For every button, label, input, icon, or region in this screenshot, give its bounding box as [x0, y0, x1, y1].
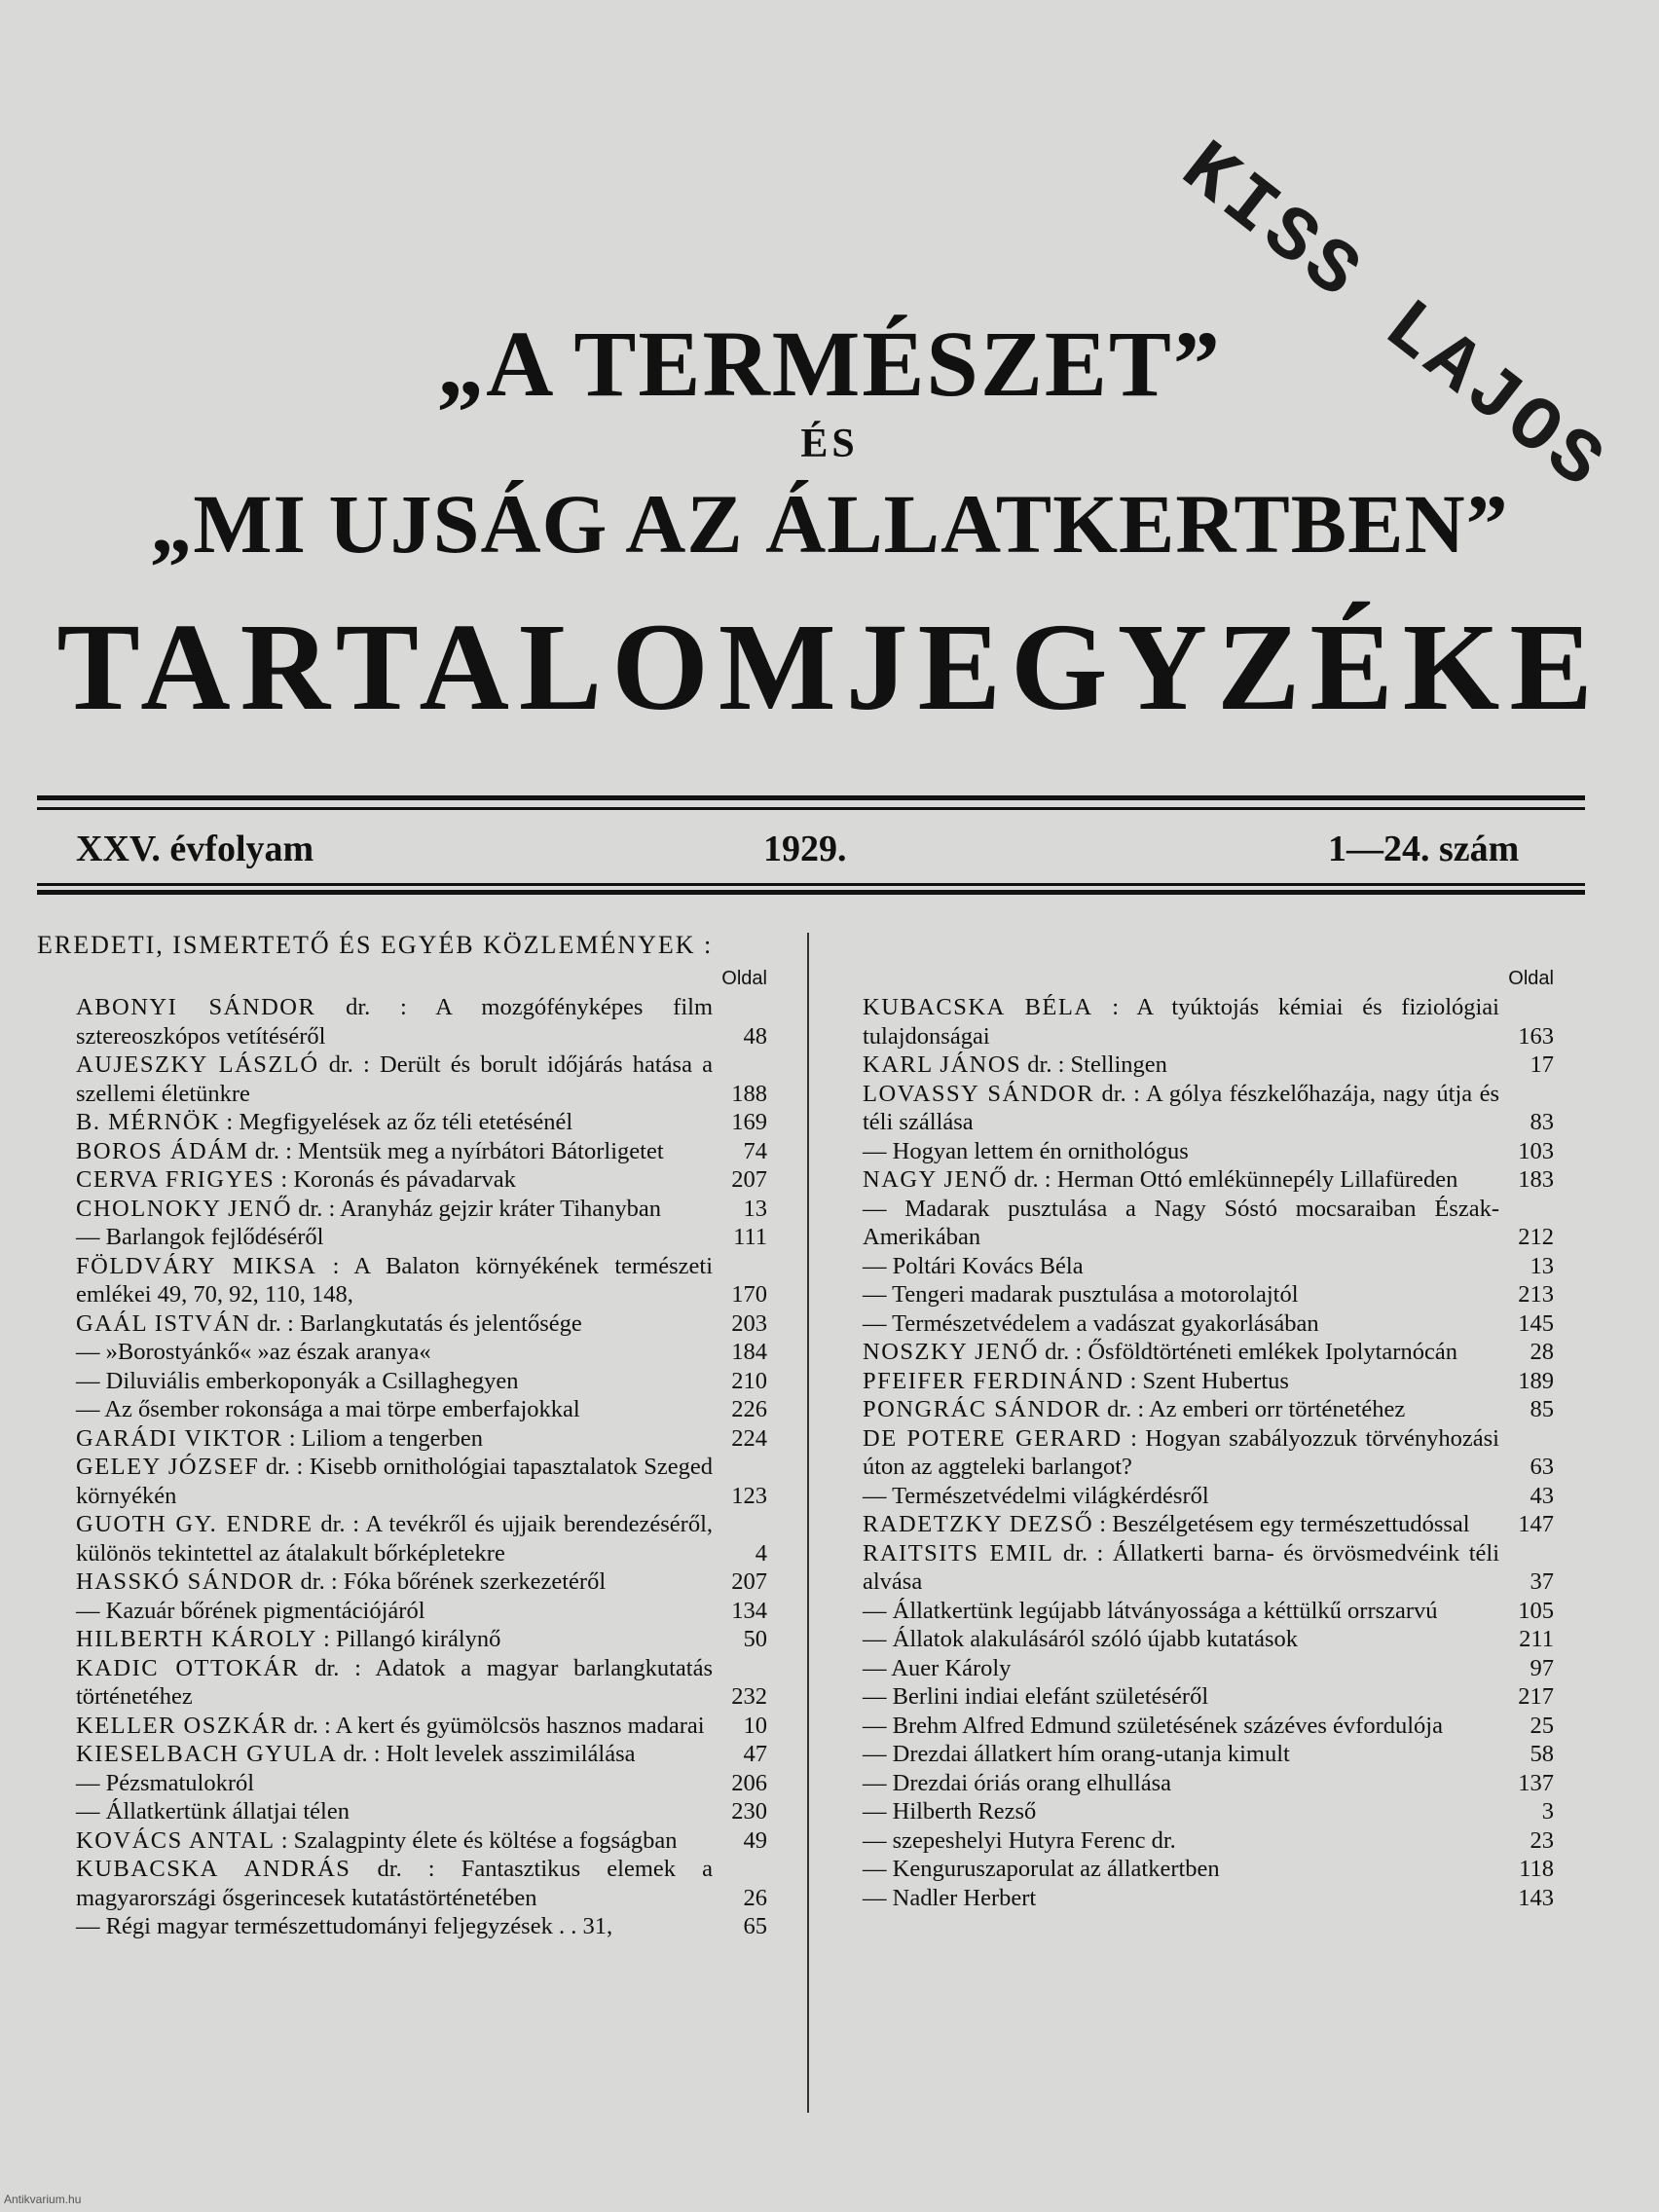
author-name: RADETZKY DEZSŐ — [863, 1511, 1094, 1537]
toc-entry — [39, 993, 767, 1051]
page-number: 123 — [731, 1482, 767, 1509]
toc-entry — [826, 1682, 1554, 1712]
left-column — [39, 964, 767, 1941]
page-number: 143 — [1518, 1884, 1554, 1911]
page-number: 189 — [1518, 1367, 1554, 1394]
title-mi-ujsag: „MI UJSÁG AZ ÁLLATKERTBEN” — [150, 477, 1509, 571]
toc-entry — [826, 1338, 1554, 1367]
toc-entry-text — [76, 1625, 713, 1654]
page-number: 226 — [731, 1396, 767, 1422]
page-column-label: Oldal — [1508, 968, 1554, 989]
article-title: — Barlangok fejlődéséről — [76, 1224, 324, 1250]
article-title: : A tyúktojás kémiai és fiziológiai tulajdonságai — [863, 994, 1499, 1050]
page-number: 13 — [743, 1195, 767, 1222]
author-name: HILBERTH KÁROLY — [76, 1626, 317, 1652]
page-number: 97 — [1530, 1654, 1554, 1681]
article-title: — Diluviális emberkoponyák a Csillaghegyen — [76, 1367, 519, 1394]
toc-entry-text — [863, 1165, 1499, 1195]
article-title: dr. : Adatok a magyar barlangkutatás történetéhez — [76, 1654, 713, 1710]
article-title: : Koronás és pávadarvak — [275, 1166, 516, 1193]
article-title: dr. : A kert és gyümölcsös hasznos madarai — [287, 1712, 705, 1739]
article-title: dr. : Herman Ottó emlékünnepély Lillafüreden — [1008, 1166, 1458, 1193]
author-name: BOROS ÁDÁM — [76, 1137, 249, 1164]
toc-entry-text — [863, 1395, 1499, 1424]
toc-entry — [826, 1395, 1554, 1424]
author-name: AUJESZKY LÁSZLÓ — [76, 1051, 319, 1078]
article-title: — Kenguruszaporulat az állatkertben — [863, 1856, 1220, 1882]
page-number: 28 — [1530, 1339, 1554, 1365]
toc-entry — [826, 1597, 1554, 1626]
article-title: — Állatkertünk legújabb látványossága a kéttülkű orrszarvú — [863, 1597, 1438, 1624]
article-title: — Drezdai állatkert hím orang-utanja kimult — [863, 1741, 1290, 1767]
author-name: KELLER OSZKÁR — [76, 1712, 288, 1739]
toc-entry-text — [863, 1080, 1499, 1137]
section-title: EREDETI, ISMERTETŐ ÉS EGYÉB KÖZLEMÉNYEK : — [37, 931, 714, 959]
article-title: — Hilberth Rezső — [863, 1798, 1037, 1825]
page-number: 207 — [731, 1568, 767, 1595]
page-number: 188 — [731, 1080, 767, 1107]
author-name: KUBACSKA ANDRÁS — [76, 1856, 351, 1882]
page-number: 26 — [743, 1884, 767, 1911]
article-title: — Berlini indiai elefánt születéséről — [863, 1683, 1209, 1710]
toc-entry-text — [863, 993, 1499, 1051]
author-name: FÖLDVÁRY MIKSA — [76, 1252, 317, 1279]
title-tartalomjegyzeke: TARTALOMJEGYZÉKE — [56, 598, 1603, 736]
toc-entry-text — [863, 1482, 1499, 1511]
toc-entry — [826, 1510, 1554, 1539]
article-title: — szepeshelyi Hutyra Ferenc dr. — [863, 1826, 1176, 1854]
page-number: 224 — [731, 1424, 767, 1452]
article-title: dr. : Derült és borult időjárás hatása a szellemi életünkre — [76, 1051, 713, 1107]
article-title: dr. : A tevékről és ujjaik berendezéséről, különös tekintettel az átalakult bőrképletekre — [76, 1511, 714, 1567]
toc-entry-text — [863, 1195, 1499, 1252]
article-title: — Pézsmatulokról — [76, 1769, 255, 1796]
toc-entry-text — [76, 1567, 713, 1597]
toc-entry-text — [76, 1855, 713, 1912]
toc-entry — [39, 1165, 767, 1195]
toc-entry — [826, 1080, 1554, 1137]
volume-label: XXV. évfolyam — [76, 829, 314, 869]
article-title: — Állatok alakulásáról szóló újabb kutatások — [863, 1626, 1299, 1652]
page-number: 85 — [1530, 1396, 1554, 1422]
toc-entry-text — [76, 1597, 713, 1626]
article-title: : A Balaton környékének természeti emlékei 49, 70, 92, 110, 148, — [76, 1252, 714, 1308]
toc-entry-text — [76, 1367, 713, 1396]
toc-entry-text — [76, 1740, 713, 1769]
toc-entry — [39, 1567, 767, 1597]
year-label: 1929. — [763, 829, 847, 869]
page-number: 163 — [1518, 1022, 1554, 1050]
page-number: 23 — [1530, 1826, 1554, 1854]
author-name: NOSZKY JENŐ — [863, 1339, 1039, 1365]
article-title: — Régi magyar természettudományi feljegyzések . . 31, — [76, 1913, 613, 1939]
article-title: dr. : Aranyház gejzir kráter Tihanyban — [292, 1195, 662, 1222]
toc-entry — [39, 1453, 767, 1510]
toc-entry — [826, 1051, 1554, 1080]
page-number: 230 — [731, 1798, 767, 1825]
toc-entry-text — [76, 1912, 713, 1941]
toc-entry — [39, 1309, 767, 1339]
article-title: — »Borostyánkő« »az észak aranya« — [76, 1339, 431, 1365]
article-title: dr. : Ősföldtörténeti emlékek Ipolytarnócán — [1038, 1339, 1457, 1365]
toc-entry — [39, 1510, 767, 1567]
article-title: dr. : Stellingen — [1021, 1051, 1167, 1078]
toc-entry-text — [863, 1654, 1499, 1683]
page-number: 65 — [743, 1913, 767, 1939]
article-title: — Természetvédelem a vadászat gyakorlásában — [863, 1309, 1319, 1337]
toc-entry — [39, 1367, 767, 1396]
article-title: dr. : Fantasztikus elemek a magyarországi ősgerincesek kutatástörténetében — [76, 1856, 714, 1911]
author-name: KIESELBACH GYULA — [76, 1741, 338, 1767]
toc-entry — [826, 1195, 1554, 1252]
toc-entry-text — [76, 1797, 713, 1826]
page-number: 217 — [1518, 1683, 1554, 1710]
toc-entry — [39, 1338, 767, 1367]
article-title: dr. : Fóka bőrének szerkezetéről — [294, 1568, 607, 1595]
toc-entry — [826, 1712, 1554, 1741]
author-name: B. MÉRNÖK — [76, 1109, 221, 1135]
right-column — [826, 964, 1554, 1912]
title-a-termeszet: „A TERMÉSZET” — [437, 312, 1222, 416]
article-title: — Madarak pusztulása a Nagy Sóstó mocsaraiban Észak-Amerikában — [863, 1195, 1499, 1250]
toc-entry-text — [863, 1625, 1499, 1654]
author-name: HASSKÓ SÁNDOR — [76, 1568, 295, 1595]
toc-entry-text — [76, 1137, 713, 1166]
page-number: 58 — [1530, 1741, 1554, 1767]
article-title: — Auer Károly — [863, 1654, 1012, 1681]
toc-entry-text — [863, 1682, 1499, 1712]
author-name: KUBACSKA BÉLA — [863, 994, 1093, 1020]
article-title: dr. : Állatkerti barna- és örvösmedvéink téli alvása — [863, 1539, 1499, 1595]
page-number: 184 — [731, 1339, 767, 1365]
toc-entry-text — [76, 1051, 713, 1108]
toc-entry — [826, 1165, 1554, 1195]
toc-entry-text — [863, 1597, 1499, 1626]
article-title: dr. : A mozgófényképes film sztereoszkópos vetítéséről — [76, 994, 713, 1050]
rule-bottom-thin — [37, 883, 1585, 886]
toc-entry-text — [863, 1539, 1499, 1597]
toc-entry — [39, 1051, 767, 1108]
toc-entry — [39, 1424, 767, 1454]
page-number: 10 — [743, 1712, 767, 1739]
page-number: 169 — [731, 1109, 767, 1135]
article-title: dr. : Barlangkutatás és jelentősége — [250, 1309, 582, 1337]
page-number: 50 — [743, 1626, 767, 1652]
toc-entry-text — [76, 1510, 713, 1567]
page-number: 134 — [731, 1597, 767, 1624]
author-name: KADIC OTTOKÁR — [76, 1654, 300, 1681]
toc-entry — [826, 1309, 1554, 1339]
page-number: 25 — [1530, 1712, 1554, 1739]
toc-entry — [39, 1137, 767, 1166]
author-name: PFEIFER FERDINÁND — [863, 1367, 1124, 1394]
article-title: — Az ősember rokonsága a mai törpe emberfajokkal — [76, 1396, 580, 1422]
page-number: 145 — [1518, 1309, 1554, 1337]
toc-entry-text — [863, 1826, 1499, 1856]
toc-entry-text — [76, 1338, 713, 1367]
toc-entry — [826, 993, 1554, 1051]
article-title: — Nadler Herbert — [863, 1884, 1037, 1911]
toc-entry-text — [76, 1654, 713, 1712]
toc-entry — [826, 1482, 1554, 1511]
toc-entry — [826, 1424, 1554, 1482]
article-title: dr. : Holt levelek asszimilálása — [337, 1741, 636, 1767]
toc-entry-text — [76, 1309, 713, 1339]
page-number: 3 — [1541, 1798, 1554, 1825]
toc-entry-text — [863, 1051, 1499, 1080]
page-number: 17 — [1530, 1051, 1554, 1078]
toc-entry-text — [863, 1797, 1499, 1826]
toc-entry-text — [863, 1252, 1499, 1281]
page-number: 37 — [1530, 1568, 1554, 1595]
rule-bottom-thick — [37, 890, 1585, 895]
author-name: GELEY JÓZSEF — [76, 1454, 260, 1480]
toc-entry-text — [863, 1424, 1499, 1482]
toc-entry — [39, 1108, 767, 1137]
author-name: GARÁDI VIKTOR — [76, 1424, 283, 1452]
article-title: — Hogyan lettem én ornithológus — [863, 1137, 1189, 1164]
author-name: RAITSITS EMIL — [863, 1539, 1054, 1567]
column-divider — [807, 933, 809, 2113]
toc-entry — [39, 1252, 767, 1309]
toc-entry-text — [76, 1108, 713, 1137]
toc-entry-text — [76, 1252, 713, 1309]
page-number: 74 — [743, 1137, 767, 1164]
toc-entry-text — [863, 1280, 1499, 1309]
toc-entry-text — [76, 1769, 713, 1798]
page-number: 206 — [731, 1769, 767, 1796]
toc-entry — [39, 1740, 767, 1769]
article-title: — Tengeri madarak pusztulása a motorolajtól — [863, 1281, 1299, 1308]
article-title: : Liliom a tengerben — [282, 1424, 484, 1452]
issues-label: 1—24. szám — [1328, 829, 1520, 869]
author-name: GUOTH GY. ENDRE — [76, 1511, 313, 1537]
toc-entry-text — [863, 1309, 1499, 1339]
page-number: 63 — [1530, 1454, 1554, 1480]
toc-entry — [826, 1797, 1554, 1826]
page-number: 105 — [1518, 1597, 1554, 1624]
page-number: 118 — [1519, 1856, 1554, 1882]
toc-entry-text — [76, 993, 713, 1051]
page-number: 48 — [743, 1022, 767, 1050]
toc-entry — [39, 1769, 767, 1798]
page-number: 43 — [1530, 1482, 1554, 1509]
rule-top-thick — [37, 795, 1585, 800]
article-title: : Szalagpinty élete és költése a fogságban — [275, 1826, 678, 1854]
page-number: 4 — [755, 1539, 767, 1567]
page-number: 211 — [1519, 1626, 1554, 1652]
author-name: KOVÁCS ANTAL — [76, 1826, 276, 1854]
article-title: : Hogyan szabályozzuk törvényhozási úton az aggteleki barlangot? — [863, 1424, 1499, 1480]
toc-entry-text — [863, 1855, 1499, 1884]
article-title: dr. : Az emberi orr történetéhez — [1100, 1396, 1406, 1422]
author-name: ABONYI SÁNDOR — [76, 994, 316, 1020]
article-title: dr. : A gólya fészkelőhazája, nagy útja és téli szállása — [863, 1080, 1499, 1135]
toc-entry-text — [863, 1137, 1499, 1166]
page-number: 111 — [733, 1224, 767, 1250]
toc-entry — [826, 1280, 1554, 1309]
toc-entry-text — [76, 1453, 713, 1510]
page-number: 213 — [1518, 1281, 1554, 1308]
article-title: dr. : Kisebb ornithológiai tapasztalatok Szeged környékén — [76, 1454, 713, 1509]
toc-entry-text — [863, 1712, 1499, 1741]
toc-entry-text — [76, 1223, 713, 1252]
article-title: — Állatkertünk állatjai télen — [76, 1798, 350, 1825]
toc-entry — [39, 1223, 767, 1252]
toc-entry-text — [76, 1165, 713, 1195]
toc-entry-text — [863, 1740, 1499, 1769]
page-number: 232 — [731, 1683, 767, 1710]
right-entry-list — [826, 993, 1554, 1912]
article-title: : Beszélgetésem egy természettudóssal — [1093, 1511, 1470, 1537]
toc-entry-text — [863, 1884, 1499, 1913]
page-number: 47 — [743, 1741, 767, 1767]
toc-entry-text — [76, 1195, 713, 1224]
toc-entry — [826, 1367, 1554, 1396]
article-title: — Drezdai óriás orang elhullása — [863, 1769, 1172, 1796]
toc-entry — [39, 1625, 767, 1654]
toc-entry-text — [863, 1769, 1499, 1798]
author-name: PONGRÁC SÁNDOR — [863, 1396, 1101, 1422]
toc-entry-text — [76, 1712, 713, 1741]
toc-entry — [826, 1826, 1554, 1856]
author-name: DE POTERE GERARD — [863, 1424, 1123, 1452]
toc-entry — [39, 1797, 767, 1826]
name-stamp: KISS LAJOS — [1163, 127, 1623, 511]
page-number: 210 — [731, 1367, 767, 1394]
toc-entry — [39, 1654, 767, 1712]
article-title: — Poltári Kovács Béla — [863, 1252, 1084, 1279]
article-title: — Természetvédelmi világkérdésről — [863, 1482, 1209, 1509]
author-name: LOVASSY SÁNDOR — [863, 1080, 1095, 1107]
author-name: CERVA FRIGYES — [76, 1166, 276, 1193]
toc-entry-text — [863, 1367, 1499, 1396]
toc-entry — [826, 1252, 1554, 1281]
toc-entry — [826, 1137, 1554, 1166]
toc-entry — [39, 1597, 767, 1626]
page-number: 13 — [1530, 1252, 1554, 1279]
toc-entry — [826, 1625, 1554, 1654]
toc-entry — [39, 1912, 767, 1941]
page-number: 83 — [1530, 1109, 1554, 1135]
toc-entry — [39, 1195, 767, 1224]
toc-entry-text — [863, 1338, 1499, 1367]
toc-entry-text — [863, 1510, 1499, 1539]
article-title: : Szent Hubertus — [1124, 1367, 1289, 1394]
title-and: ÉS — [800, 422, 859, 466]
article-title: dr. : Mentsük meg a nyírbátori Bátorligetet — [248, 1137, 664, 1164]
article-title: — Brehm Alfred Edmund születésének százéves évfordulója — [863, 1712, 1443, 1739]
page-number: 203 — [731, 1309, 767, 1337]
author-name: NAGY JENŐ — [863, 1166, 1009, 1193]
page-number: 49 — [743, 1826, 767, 1854]
page-number: 103 — [1518, 1137, 1554, 1164]
author-name: CHOLNOKY JENŐ — [76, 1195, 293, 1222]
toc-entry — [39, 1395, 767, 1424]
page-column-label: Oldal — [721, 968, 767, 989]
article-title: — Kazuár bőrének pigmentációjáról — [76, 1597, 425, 1624]
toc-entry — [39, 1855, 767, 1912]
left-entry-list — [39, 993, 767, 1941]
toc-entry — [39, 1712, 767, 1741]
rule-top-thin — [37, 807, 1585, 810]
watermark: Antikvarium.hu — [4, 2193, 82, 2206]
article-title: : Pillangó királynő — [316, 1626, 501, 1652]
toc-entry — [826, 1654, 1554, 1683]
article-title: : Megfigyelések az őz téli etetésénél — [220, 1109, 573, 1135]
toc-entry — [826, 1539, 1554, 1597]
page-number: 183 — [1518, 1166, 1554, 1193]
author-name: KARL JÁNOS — [863, 1051, 1022, 1078]
page-number: 212 — [1518, 1224, 1554, 1250]
page-number: 137 — [1518, 1769, 1554, 1796]
toc-entry — [826, 1884, 1554, 1913]
author-name: GAÁL ISTVÁN — [76, 1309, 251, 1337]
toc-entry-text — [76, 1826, 713, 1856]
toc-entry — [826, 1740, 1554, 1769]
toc-entry-text — [76, 1424, 713, 1454]
page-number: 170 — [731, 1281, 767, 1308]
page-number: 207 — [731, 1166, 767, 1193]
toc-entry — [826, 1769, 1554, 1798]
page-number: 147 — [1518, 1511, 1554, 1537]
toc-entry — [39, 1826, 767, 1856]
toc-entry-text — [76, 1395, 713, 1424]
toc-entry — [826, 1855, 1554, 1884]
